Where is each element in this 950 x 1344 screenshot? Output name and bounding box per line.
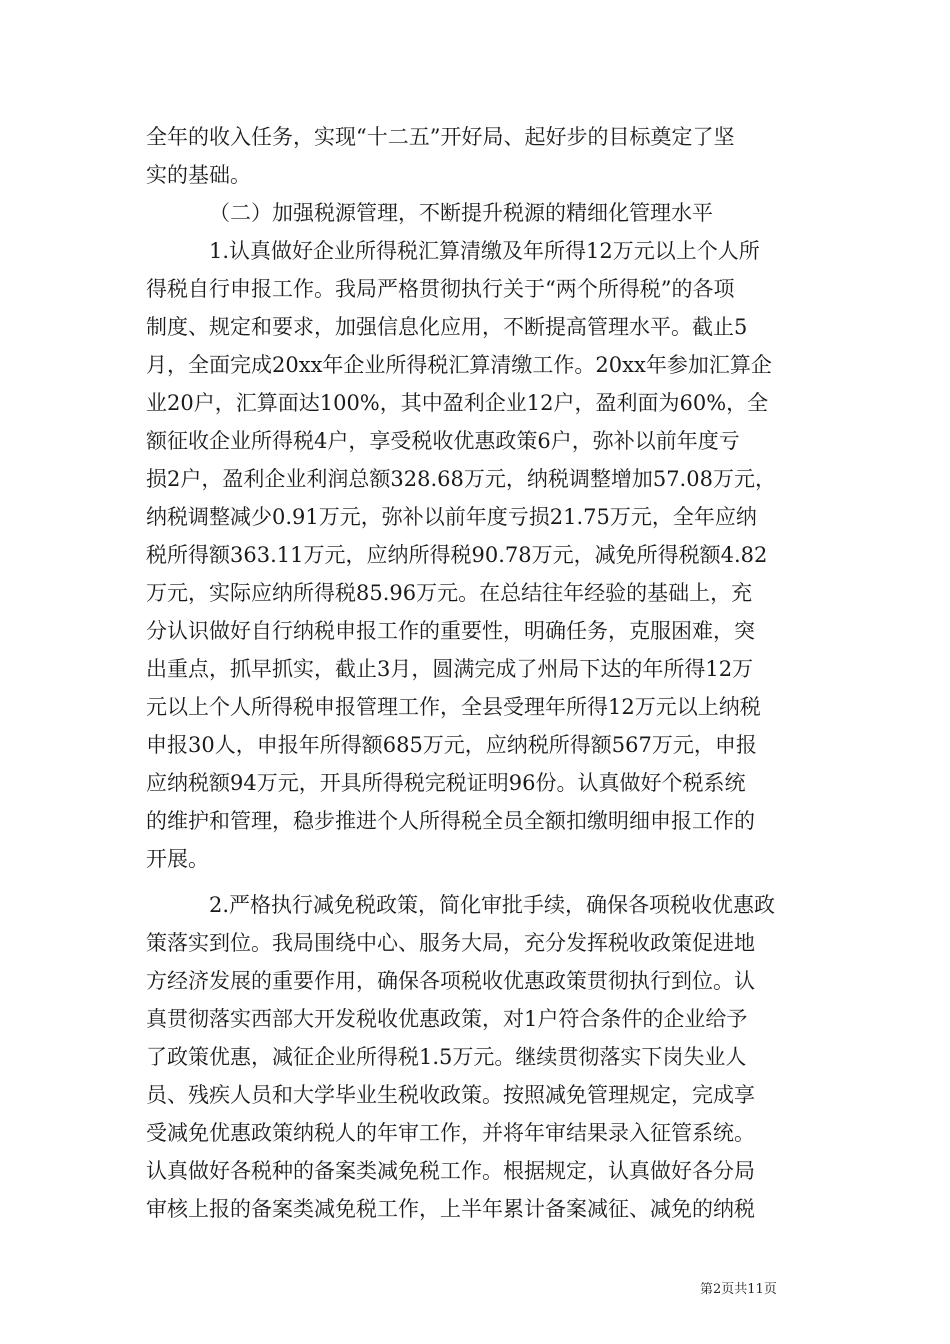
text-line: 申报30人，申报年所得额685万元，应纳税所得额567万元，申报: [146, 733, 757, 757]
text-line: 额征收企业所得税4户，享受税收优惠政策6户，弥补以前年度亏: [146, 429, 740, 453]
paragraph-gap: [146, 878, 806, 886]
text-line: 认真做好各税种的备案类减免税工作。根据规定，认真做好各分局: [146, 1159, 755, 1183]
text-line: 纳税调整减少0.91万元，弥补以前年度亏损21.75万元，全年应纳: [146, 505, 757, 529]
text-line: 出重点，抓早抓实，截止3月，圆满完成了州局下达的年所得12万: [146, 657, 754, 681]
section-heading: （二）加强税源管理，不断提升税源的精细化管理水平: [209, 201, 713, 225]
text-line: 审核上报的备案类减免税工作，上半年累计备案减征、减免的纳税: [146, 1197, 755, 1221]
text-line: 损2户，盈利企业利润总额328.68万元，纳税调整增加57.08万元，: [146, 467, 776, 491]
text-line: 全年的收入任务，实现“十二五”开好局、起好步的目标奠定了坚: [146, 125, 735, 149]
text-line: 开展。: [146, 847, 209, 871]
paragraph-2-first-line: 2.严格执行减免税政策，简化审批手续，确保各项税收优惠政: [209, 893, 776, 917]
text-line: 的维护和管理，稳步推进个人所得税全员全额扣缴明细申报工作的: [146, 809, 755, 833]
text-line: 员、残疾人员和大学毕业生税收政策。按照减免管理规定，完成享: [146, 1083, 755, 1107]
text-line: 策落实到位。我局围绕中心、服务大局，充分发挥税收政策促进地: [146, 931, 755, 955]
text-line: 真贯彻落实西部大开发税收优惠政策，对1户符合条件的企业给予: [146, 1007, 748, 1031]
document-body: [146, 118, 806, 1228]
page-number: 第2页共11页: [700, 1282, 777, 1297]
text-line: 分认识做好自行纳税申报工作的重要性，明确任务，克服困难，突: [146, 619, 755, 643]
text-line: 了政策优惠，减征企业所得税1.5万元。继续贯彻落实下岗失业人: [146, 1045, 747, 1069]
text-line: 月，全面完成20xx年企业所得税汇算清缴工作。20xx年参加汇算企: [146, 353, 772, 377]
text-line: 实的基础。: [146, 163, 251, 187]
paragraph-1-first-line: 1.认真做好企业所得税汇算清缴及年所得12万元以上个人所: [209, 239, 760, 263]
text-line: 万元，实际应纳所得税85.96万元。在总结往年经验的基础上，充: [146, 581, 753, 605]
text-line: 业20户，汇算面达100%，其中盈利企业12户，盈利面为60%，全: [146, 391, 769, 415]
text-line: 制度、规定和要求，加强信息化应用，不断提高管理水平。截止5: [146, 315, 748, 339]
text-line: 受减免优惠政策纳税人的年审工作，并将年审结果录入征管系统。: [146, 1121, 755, 1145]
text-line: 方经济发展的重要作用，确保各项税收优惠政策贯彻执行到位。认: [146, 969, 755, 993]
text-line: 得税自行申报工作。我局严格贯彻执行关于“两个所得税”的各项: [146, 277, 735, 301]
text-line: 应纳税额94万元，开具所得税完税证明96份。认真做好个税系统: [146, 771, 746, 795]
text-line: 元以上个人所得税申报管理工作，全县受理年所得12万元以上纳税: [146, 695, 761, 719]
text-line: 税所得额363.11万元，应纳所得税90.78万元，减免所得税额4.82: [146, 543, 768, 567]
